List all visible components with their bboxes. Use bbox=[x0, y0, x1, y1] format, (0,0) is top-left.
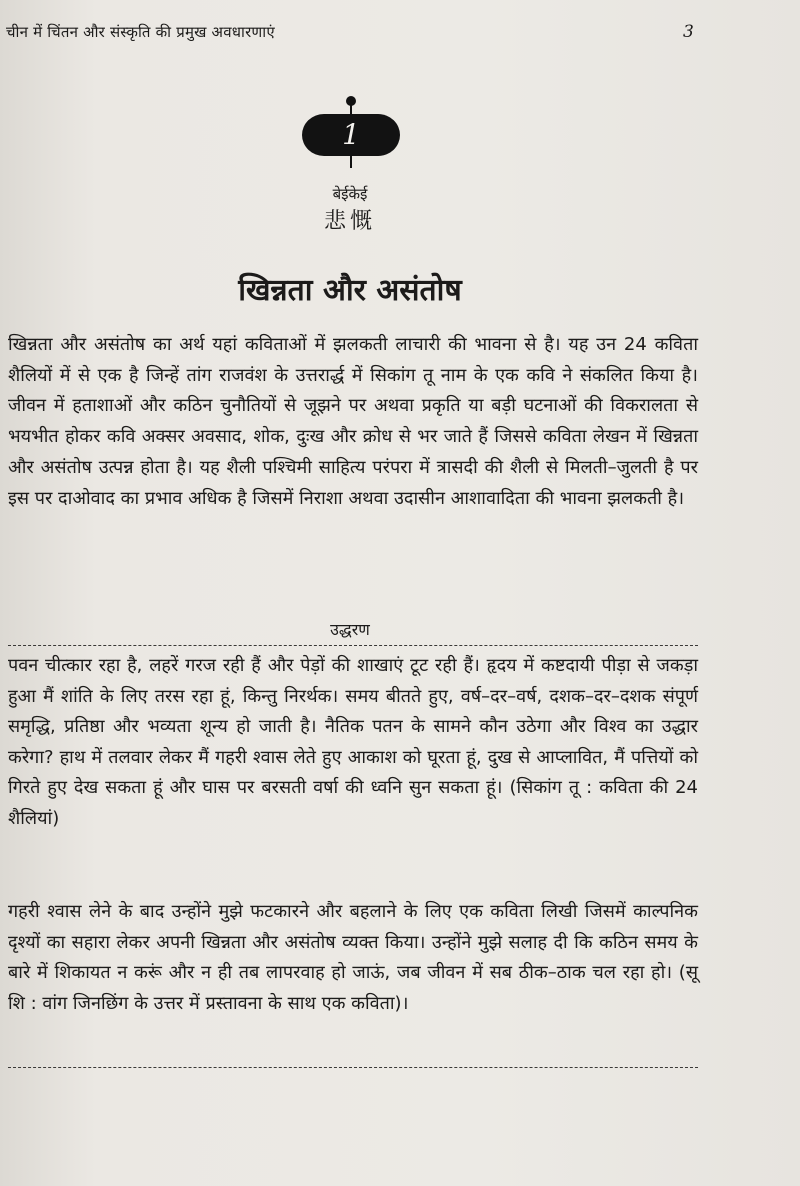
chapter-pinyin: बेईकेई bbox=[332, 185, 368, 203]
dashed-divider-top bbox=[8, 645, 698, 646]
example-quote: पवन चीत्कार रहा है, लहरें गरज रही हैं और पेड़ों की शाखाएं टूट रही हैं। हृदय में कष्टदायी पीड़ा से जकड़ा हुआ मैं शांति के लिए तरस रहा हूं, किन्तु निरर्थक। समय बीतते हुए, वर्ष–दर–वर्ष, दशक–दर–दशक संपूर्ण समृद्धि, प्रतिष्ठा और भव्यता शून्य हो जाती है। नैतिक पतन के सामने कौन उठेगा और विश्व का उद्धार करेगा? हाथ में तलवार लेकर मैं गहरी श्वास लेते हुए आकाश को घूरता हूं, दुख से आप्लावित, मैं पत्तियों को गिरते हुए देख सकता हूं और घास पर बरसती वर्षा की ध्वनि सुन सकता हूं। (सिकांग तू : कविता की 24 शैलियां) bbox=[8, 655, 698, 829]
dashed-divider-bottom bbox=[8, 1067, 698, 1068]
intro-paragraph: खिन्नता और असंतोष का अर्थ यहां कविताओं में झलकती लाचारी की भावना से है। यह उन 24 कविता शैलियों में से एक है जिन्हें तांग राजवंश के उत्तरार्द्ध में सिकांग तू नाम के एक कवि ने संकलित किया है। जीवन में हताशाओं और कठिन चुनौतियों से जूझने पर अथवा प्रकृति या बड़ी घटनाओं की विकरालता से भयभीत होकर कवि अक्सर अवसाद, शोक, दुःख और क्रोध से भर जाते हैं जिससे कविता लेखन में खिन्नता और असंतोष उत्पन्न होता है। यह शैली पश्चिमी साहित्य परंपरा में त्रासदी की शैली से मिलती–जुलती है पर इस पर दाओवाद का प्रभाव अधिक है जिसमें निराशा अथवा उदासीन आशावादिता की भावना झलकती है। bbox=[8, 334, 698, 509]
example-section-label: उद्धरण bbox=[330, 620, 370, 639]
chapter-number: 1 bbox=[302, 114, 400, 156]
chapter-chinese-characters: 悲慨 bbox=[323, 209, 376, 234]
chapter-title: खिन्नता और असंतोष bbox=[238, 273, 462, 308]
badge-ornament-stem-bottom bbox=[350, 154, 352, 168]
chapter-number-badge bbox=[302, 96, 400, 172]
example-explanation: गहरी श्वास लेने के बाद उन्होंने मुझे फटकारने और बहलाने के लिए एक कविता लिखी जिसमें काल्पनिक दृश्यों का सहारा लेकर अपनी खिन्नता और असंतोष व्यक्त किया। उन्होंने मुझे सलाह दी कि कठिन समय के बारे में शिकायत न करूं और न ही तब लापरवाह हो जाऊं, जब जीवन में सब ठीक–ठाक चल रहा हो। (सू शि : वांग जिनछिंग के उत्तर में प्रस्तावना के साथ एक कविता)। bbox=[8, 901, 698, 1014]
running-head: चीन में चिंतन और संस्कृति की प्रमुख अवधारणाएं bbox=[6, 23, 275, 41]
page-number: 3 bbox=[683, 22, 694, 42]
